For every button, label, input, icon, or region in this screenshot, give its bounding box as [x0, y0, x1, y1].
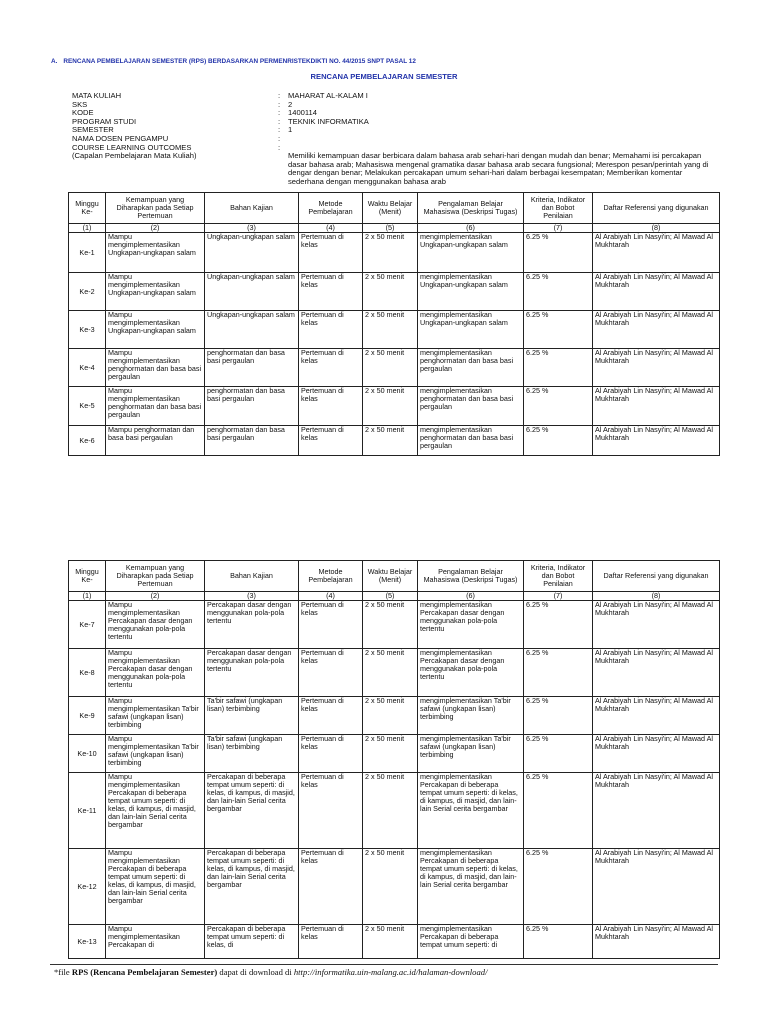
waktu-cell: 2 x 50 menit — [363, 387, 418, 426]
table-row — [69, 349, 720, 387]
column-number: (6) — [418, 592, 524, 601]
week-cell: Ke-3 — [69, 311, 106, 349]
column-number: (1) — [69, 592, 106, 601]
column-number: (7) — [524, 224, 593, 233]
kriteria-cell: 6.25 % — [524, 649, 593, 697]
pengalaman-cell: mengimplementasikan Ta'bir safawi (ungkapan lisan) terbimbing — [418, 697, 524, 735]
bahan-cell: Percakapan di beberapa tempat umum seperti: di kelas, di kampus, di masjid, dan lain-lain Serial cerita bergambar — [205, 849, 299, 925]
week-cell: Ke-11 — [69, 773, 106, 849]
metode-cell: Pertemuan di kelas — [299, 601, 363, 649]
bahan-cell: Ungkapan-ungkapan salam — [205, 273, 299, 311]
kriteria-cell: 6.25 % — [524, 601, 593, 649]
referensi-cell: Al Arabiyah Lin Nasyi'in; Al Mawad Al Mukhtarah — [593, 601, 720, 649]
bahan-cell: Ungkapan-ungkapan salam — [205, 233, 299, 273]
metode-cell: Pertemuan di kelas — [299, 649, 363, 697]
table-row — [69, 697, 720, 735]
referensi-cell: Al Arabiyah Lin Nasyi'in; Al Mawad Al Mukhtarah — [593, 387, 720, 426]
table-row — [69, 925, 720, 959]
column-number: (5) — [363, 224, 418, 233]
waktu-cell: 2 x 50 menit — [363, 233, 418, 273]
column-number: (5) — [363, 592, 418, 601]
column-number-row — [69, 592, 720, 601]
meta-colon: : — [278, 99, 281, 109]
table-header-row — [69, 193, 720, 224]
pengalaman-cell: mengimplementasikan penghormatan dan basa basi pergaulan — [418, 349, 524, 387]
kemampuan-cell: Mampu mengimplementasikan Percakapan dasar dengan menggunakan pola-pola tertentu — [106, 601, 205, 649]
column-number: (1) — [69, 224, 106, 233]
meta-value: 1400114 — [288, 108, 317, 118]
meta-colon: : — [278, 91, 281, 100]
meta-row-semester — [72, 126, 712, 135]
column-number: (2) — [106, 224, 205, 233]
header-bahan: Bahan Kajian — [205, 193, 299, 224]
table-header-row — [69, 561, 720, 592]
table-row — [69, 387, 720, 426]
header-waktu: Waktu Belajar (Menit) — [363, 193, 418, 224]
footer-bold: RPS (Rencana Pembelajaran Semester) — [71, 967, 218, 977]
week-cell: Ke-7 — [69, 601, 106, 649]
week-cell: Ke-13 — [69, 925, 106, 959]
table-row — [69, 601, 720, 649]
kriteria-cell: 6.25 % — [524, 273, 593, 311]
table-row — [69, 426, 720, 456]
table-row — [69, 311, 720, 349]
header-kriteria: Kriteria, Indikator dan Bobot Penilaian — [524, 561, 593, 592]
meta-label: PROGRAM STUDI — [72, 116, 137, 126]
column-number: (8) — [593, 224, 720, 233]
bahan-cell: penghormatan dan basa basi pergaulan — [205, 387, 299, 426]
kemampuan-cell: Mampu mengimplementasikan Percakapan di — [106, 925, 205, 959]
header-kemampuan: Kemampuan yang Diharapkan pada Setiap Pertemuan — [106, 561, 205, 592]
column-number: (3) — [205, 592, 299, 601]
course-info — [72, 92, 712, 187]
header-pengalaman: Pengalaman Belajar Mahasiswa (Deskripsi Tugas) — [418, 193, 524, 224]
table-body — [69, 601, 720, 959]
footer-middle: dapat di download di — [217, 967, 294, 977]
kemampuan-cell: Mampu mengimplementasikan Ta'bir safawi (ungkapan lisan) terbimbing — [106, 697, 205, 735]
pengalaman-cell: mengimplementasikan Ungkapan-ungkapan salam — [418, 311, 524, 349]
meta-colon: : — [278, 133, 281, 143]
bahan-cell: Ungkapan-ungkapan salam — [205, 311, 299, 349]
pengalaman-cell: mengimplementasikan penghormatan dan basa basi pergaulan — [418, 387, 524, 426]
meta-value — [288, 135, 712, 144]
kemampuan-cell: Mampu mengimplementasikan penghormatan dan basa basi pergaulan — [106, 349, 205, 387]
section-heading-text: RENCANA PEMBELAJARAN SEMESTER (RPS) BERDASARKAN PERMENRISTEKDIKTI NO. 44/2015 SNPT PASAL 12 — [63, 58, 416, 65]
column-number: (2) — [106, 592, 205, 601]
column-number: (4) — [299, 592, 363, 601]
column-number: (6) — [418, 224, 524, 233]
bahan-cell: Ta'bir safawi (ungkapan lisan) terbimbing — [205, 697, 299, 735]
bahan-cell: Percakapan dasar dengan menggunakan pola-pola tertentu — [205, 601, 299, 649]
meta-label: SKS — [72, 99, 88, 109]
pengalaman-cell: mengimplementasikan Percakapan di beberapa tempat umum seperti: di kelas, di kampus, di masjid, dan lain-lain Serial cerita bergambar — [418, 849, 524, 925]
kemampuan-cell: Mampu mengimplementasikan Ungkapan-ungkapan salam — [106, 273, 205, 311]
column-number-row — [69, 224, 720, 233]
kriteria-cell: 6.25 % — [524, 773, 593, 849]
referensi-cell: Al Arabiyah Lin Nasyi'in; Al Mawad Al Mukhtarah — [593, 273, 720, 311]
kriteria-cell: 6.25 % — [524, 735, 593, 773]
week-cell: Ke-9 — [69, 697, 106, 735]
metode-cell: Pertemuan di kelas — [299, 925, 363, 959]
meta-row-mata-kuliah — [72, 92, 712, 101]
kriteria-cell: 6.25 % — [524, 349, 593, 387]
bahan-cell: Ta'bir safawi (ungkapan lisan) terbimbing — [205, 735, 299, 773]
week-cell: Ke-2 — [69, 273, 106, 311]
section-letter: A. — [51, 58, 58, 65]
table-row — [69, 649, 720, 697]
waktu-cell: 2 x 50 menit — [363, 311, 418, 349]
document-title: RENCANA PEMBELAJARAN SEMESTER — [310, 72, 458, 81]
waktu-cell: 2 x 50 menit — [363, 697, 418, 735]
waktu-cell: 2 x 50 menit — [363, 735, 418, 773]
bahan-cell: Percakapan di beberapa tempat umum seperti: di kelas, di kampus, di masjid, dan lain-lain Serial cerita bergambar — [205, 773, 299, 849]
header-minggu: Minggu Ke- — [69, 561, 106, 592]
kriteria-cell: 6.25 % — [524, 925, 593, 959]
referensi-cell: Al Arabiyah Lin Nasyi'in; Al Mawad Al Mukhtarah — [593, 925, 720, 959]
header-metode: Metode Pembelajaran — [299, 561, 363, 592]
meta-colon: : — [278, 116, 281, 126]
meta-label: NAMA DOSEN PENGAMPU — [72, 133, 169, 143]
table-row — [69, 849, 720, 925]
bahan-cell: penghormatan dan basa basi pergaulan — [205, 426, 299, 456]
kemampuan-cell: Mampu mengimplementasikan Ta'bir safawi (ungkapan lisan) terbimbing — [106, 735, 205, 773]
table-row — [69, 773, 720, 849]
waktu-cell: 2 x 50 menit — [363, 773, 418, 849]
table-row — [69, 233, 720, 273]
kemampuan-cell: Mampu penghormatan dan basa basi pergaulan — [106, 426, 205, 456]
column-number: (4) — [299, 224, 363, 233]
kemampuan-cell: Mampu mengimplementasikan Ungkapan-ungkapan salam — [106, 233, 205, 273]
referensi-cell: Al Arabiyah Lin Nasyi'in; Al Mawad Al Mukhtarah — [593, 773, 720, 849]
section-heading — [51, 58, 416, 65]
kriteria-cell: 6.25 % — [524, 426, 593, 456]
meta-row-clo — [72, 144, 712, 187]
week-cell: Ke-12 — [69, 849, 106, 925]
metode-cell: Pertemuan di kelas — [299, 773, 363, 849]
column-number: (7) — [524, 592, 593, 601]
meta-colon: : — [278, 142, 281, 152]
referensi-cell: Al Arabiyah Lin Nasyi'in; Al Mawad Al Mukhtarah — [593, 233, 720, 273]
footer-note — [54, 967, 487, 977]
header-kemampuan: Kemampuan yang Diharapkan pada Setiap Pertemuan — [106, 193, 205, 224]
meta-value: MAHARAT AL-KALAM I — [288, 91, 368, 100]
header-metode: Metode Pembelajaran — [299, 193, 363, 224]
kriteria-cell: 6.25 % — [524, 387, 593, 426]
meta-row-program-studi — [72, 118, 712, 127]
kriteria-cell: 6.25 % — [524, 849, 593, 925]
week-cell: Ke-10 — [69, 735, 106, 773]
meta-label: SEMESTER — [72, 125, 114, 135]
kemampuan-cell: Mampu mengimplementasikan Percakapan di beberapa tempat umum seperti: di kelas, di kampus, di masjid, dan lain-lain Serial cerita bergambar — [106, 773, 205, 849]
header-bahan: Bahan Kajian — [205, 561, 299, 592]
kriteria-cell: 6.25 % — [524, 697, 593, 735]
meta-row-kode — [72, 109, 712, 118]
meta-label: MATA KULIAH — [72, 91, 122, 100]
waktu-cell: 2 x 50 menit — [363, 649, 418, 697]
footer-divider — [50, 964, 718, 965]
metode-cell: Pertemuan di kelas — [299, 426, 363, 456]
kriteria-cell: 6.25 % — [524, 233, 593, 273]
kriteria-cell: 6.25 % — [524, 311, 593, 349]
waktu-cell: 2 x 50 menit — [363, 273, 418, 311]
pengalaman-cell: mengimplementasikan Ta'bir safawi (ungkapan lisan) terbimbing — [418, 735, 524, 773]
pengalaman-cell: mengimplementasikan penghormatan dan basa basi pergaulan — [418, 426, 524, 456]
header-minggu: Minggu Ke- — [69, 193, 106, 224]
meta-label: KODE — [72, 108, 94, 118]
rps-table-1 — [68, 192, 720, 456]
rps-table-2 — [68, 560, 720, 959]
bahan-cell: penghormatan dan basa basi pergaulan — [205, 349, 299, 387]
referensi-cell: Al Arabiyah Lin Nasyi'in; Al Mawad Al Mukhtarah — [593, 349, 720, 387]
waktu-cell: 2 x 50 menit — [363, 601, 418, 649]
meta-value: TEKNIK INFORMATIKA — [288, 116, 369, 126]
meta-colon: : — [278, 125, 281, 135]
waktu-cell: 2 x 50 menit — [363, 849, 418, 925]
header-referensi: Daftar Referensi yang digunakan — [593, 561, 720, 592]
kemampuan-cell: Mampu mengimplementasikan Percakapan di beberapa tempat umum seperti: di kelas, di kampus, di masjid, dan lain-lain Serial cerita bergambar — [106, 849, 205, 925]
meta-value: 2 — [288, 99, 293, 109]
waktu-cell: 2 x 50 menit — [363, 925, 418, 959]
waktu-cell: 2 x 50 menit — [363, 349, 418, 387]
pengalaman-cell: mengimplementasikan Percakapan dasar dengan menggunakan pola-pola tertentu — [418, 601, 524, 649]
week-cell: Ke-8 — [69, 649, 106, 697]
pengalaman-cell: mengimplementasikan Ungkapan-ungkapan salam — [418, 233, 524, 273]
week-cell: Ke-1 — [69, 233, 106, 273]
meta-value: Memiliki kemampuan dasar berbicara dalam bahasa arab sehari-hari dengan mudah dan benar; Memahami isi percakapan dasar bahasa arab; Mahasiswa mengenal gramatika dasar bahasa arab secara fungsional; Merespon pesan/perintah yang di dengar dengan benar; Melakukan percakapan umum sehari-hari dalam berbagai kesempatan; Memberikan komentar sederhana dengan menggunakan bahasa arab — [288, 151, 709, 186]
waktu-cell: 2 x 50 menit — [363, 426, 418, 456]
metode-cell: Pertemuan di kelas — [299, 735, 363, 773]
metode-cell: Pertemuan di kelas — [299, 849, 363, 925]
header-pengalaman: Pengalaman Belajar Mahasiswa (Deskripsi Tugas) — [418, 561, 524, 592]
referensi-cell: Al Arabiyah Lin Nasyi'in; Al Mawad Al Mukhtarah — [593, 697, 720, 735]
pengalaman-cell: mengimplementasikan Percakapan di beberapa tempat umum seperti: di — [418, 925, 524, 959]
metode-cell: Pertemuan di kelas — [299, 387, 363, 426]
week-cell: Ke-5 — [69, 387, 106, 426]
footer-link[interactable]: http://informatika.uin-malang.ac.id/halaman-download/ — [293, 967, 488, 977]
meta-sublabel: (Capalan Pembelajaran Mata Kuliah) — [72, 151, 197, 161]
table-row — [69, 273, 720, 311]
meta-label: COURSE LEARNING OUTCOMES — [72, 142, 192, 152]
pengalaman-cell: mengimplementasikan Ungkapan-ungkapan salam — [418, 273, 524, 311]
referensi-cell: Al Arabiyah Lin Nasyi'in; Al Mawad Al Mukhtarah — [593, 426, 720, 456]
column-number: (3) — [205, 224, 299, 233]
metode-cell: Pertemuan di kelas — [299, 273, 363, 311]
kemampuan-cell: Mampu mengimplementasikan Percakapan dasar dengan menggunakan pola-pola tertentu — [106, 649, 205, 697]
kemampuan-cell: Mampu mengimplementasikan penghormatan dan basa basi pergaulan — [106, 387, 205, 426]
referensi-cell: Al Arabiyah Lin Nasyi'in; Al Mawad Al Mukhtarah — [593, 311, 720, 349]
column-number: (8) — [593, 592, 720, 601]
metode-cell: Pertemuan di kelas — [299, 311, 363, 349]
meta-row-sks — [72, 101, 712, 110]
week-cell: Ke-4 — [69, 349, 106, 387]
metode-cell: Pertemuan di kelas — [299, 349, 363, 387]
table-row — [69, 735, 720, 773]
bahan-cell: Percakapan dasar dengan menggunakan pola-pola tertentu — [205, 649, 299, 697]
referensi-cell: Al Arabiyah Lin Nasyi'in; Al Mawad Al Mukhtarah — [593, 649, 720, 697]
footer-prefix: *file — [54, 967, 72, 977]
header-kriteria: Kriteria, Indikator dan Bobot Penilaian — [524, 193, 593, 224]
metode-cell: Pertemuan di kelas — [299, 233, 363, 273]
referensi-cell: Al Arabiyah Lin Nasyi'in; Al Mawad Al Mukhtarah — [593, 849, 720, 925]
pengalaman-cell: mengimplementasikan Percakapan di beberapa tempat umum seperti: di kelas, di kampus, di masjid, dan lain-lain Serial cerita bergambar — [418, 773, 524, 849]
meta-value: 1 — [288, 125, 293, 135]
week-cell: Ke-6 — [69, 426, 106, 456]
metode-cell: Pertemuan di kelas — [299, 697, 363, 735]
referensi-cell: Al Arabiyah Lin Nasyi'in; Al Mawad Al Mukhtarah — [593, 735, 720, 773]
header-waktu: Waktu Belajar (Menit) — [363, 561, 418, 592]
header-referensi: Daftar Referensi yang digunakan — [593, 193, 720, 224]
pengalaman-cell: mengimplementasikan Percakapan dasar dengan menggunakan pola-pola tertentu — [418, 649, 524, 697]
bahan-cell: Percakapan di beberapa tempat umum seperti: di kelas, di — [205, 925, 299, 959]
kemampuan-cell: Mampu mengimplementasikan Ungkapan-ungkapan salam — [106, 311, 205, 349]
meta-colon: : — [278, 108, 281, 118]
table-body — [69, 233, 720, 456]
